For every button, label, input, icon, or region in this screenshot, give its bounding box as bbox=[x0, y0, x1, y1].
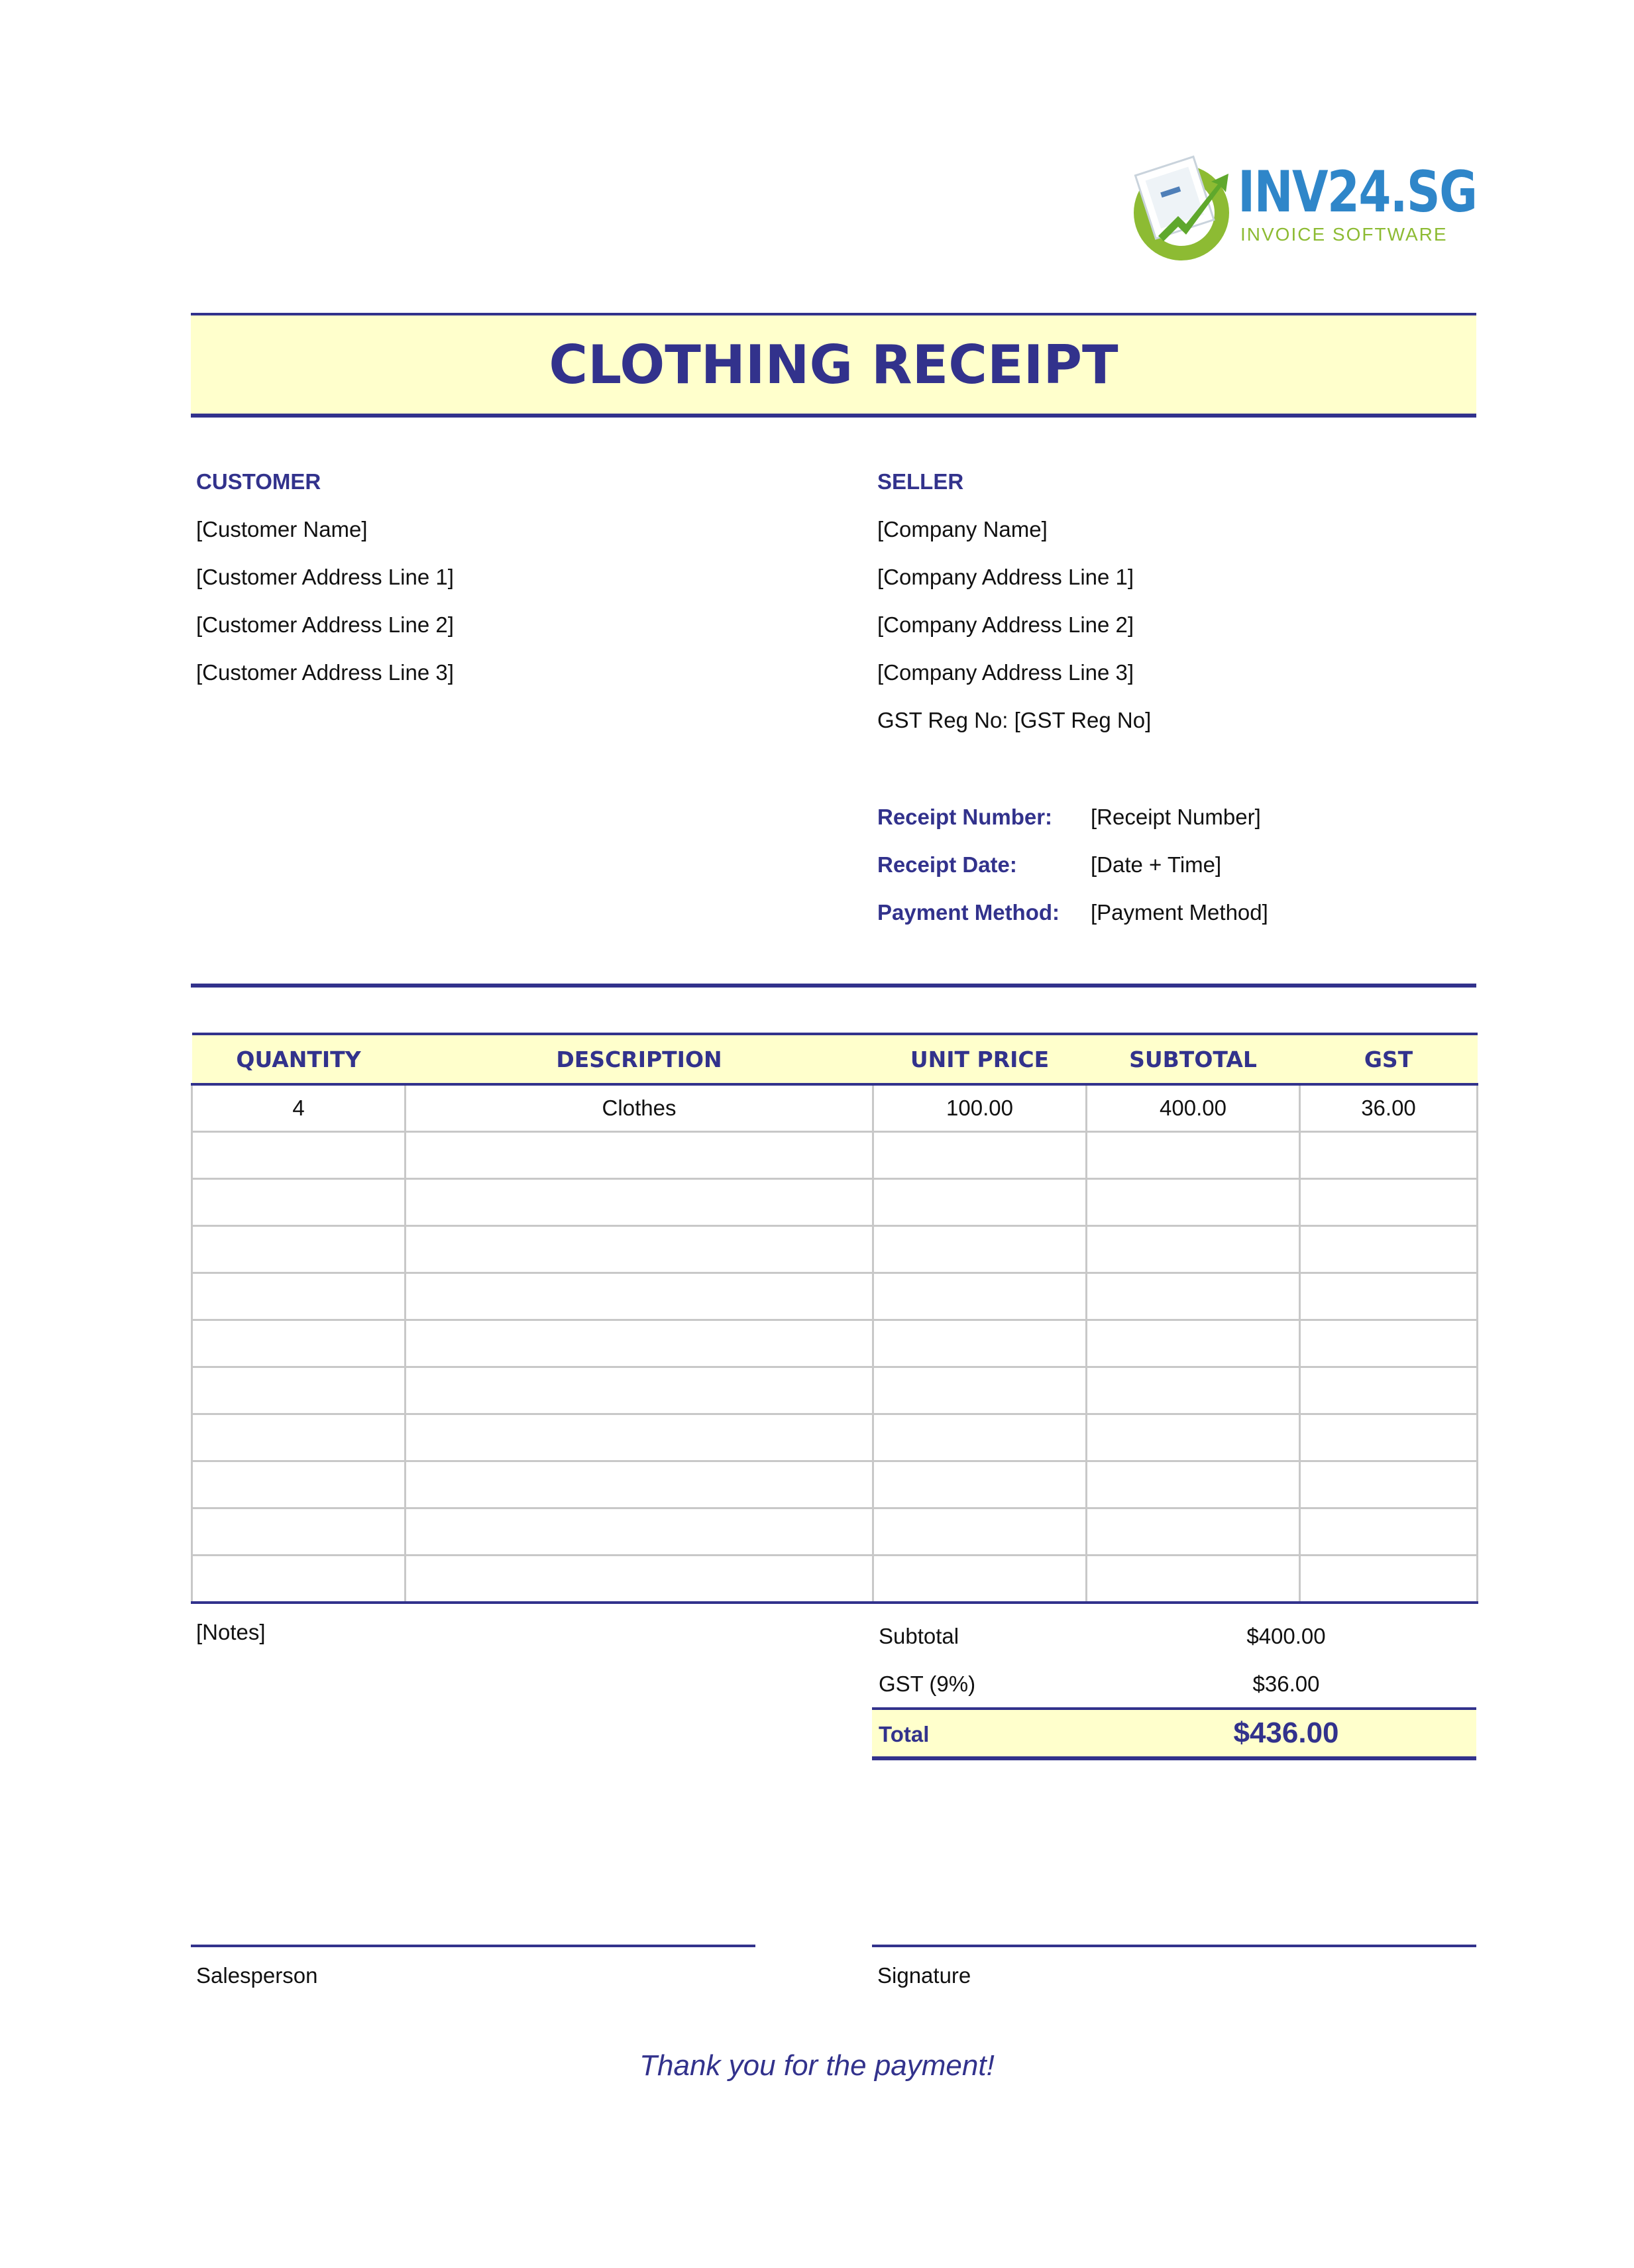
cell-subtotal bbox=[1087, 1320, 1300, 1367]
cell-description bbox=[406, 1320, 873, 1367]
cell-quantity bbox=[192, 1320, 406, 1367]
cell-unit-price bbox=[873, 1273, 1087, 1320]
subtotal-row bbox=[872, 1612, 1476, 1660]
total-label: Total bbox=[879, 1722, 930, 1746]
table-row bbox=[192, 1414, 1478, 1461]
header-subtotal: SUBTOTAL bbox=[1087, 1034, 1300, 1084]
items-table bbox=[191, 1033, 1478, 1604]
cell-subtotal bbox=[1087, 1556, 1300, 1603]
cell-description bbox=[406, 1367, 873, 1414]
total-value: $436.00 bbox=[1233, 1717, 1339, 1749]
seller-company-name: [Company Name] bbox=[877, 517, 1048, 541]
table-header-row bbox=[192, 1034, 1478, 1084]
seller-heading: SELLER bbox=[877, 469, 964, 494]
cell-gst bbox=[1300, 1461, 1478, 1508]
seller-address-line-3: [Company Address Line 3] bbox=[877, 660, 1134, 685]
cell-description bbox=[406, 1461, 873, 1508]
cell-gst bbox=[1300, 1179, 1478, 1226]
seller-address-line-2: [Company Address Line 2] bbox=[877, 612, 1134, 637]
cell-unit-price bbox=[873, 1556, 1087, 1603]
salesperson-signature-line bbox=[191, 1945, 755, 1947]
receipt-number-value: [Receipt Number] bbox=[1091, 805, 1261, 829]
cell-unit-price bbox=[873, 1132, 1087, 1179]
cell-quantity bbox=[192, 1508, 406, 1556]
cell-subtotal bbox=[1087, 1226, 1300, 1273]
cell-subtotal: 400.00 bbox=[1087, 1084, 1300, 1132]
cell-unit-price: 100.00 bbox=[873, 1084, 1087, 1132]
cell-description bbox=[406, 1273, 873, 1320]
gst-value: $36.00 bbox=[1252, 1672, 1320, 1696]
cell-quantity bbox=[192, 1367, 406, 1414]
section-divider bbox=[191, 984, 1476, 988]
cell-quantity bbox=[192, 1226, 406, 1273]
table-row bbox=[192, 1320, 1478, 1367]
cell-subtotal bbox=[1087, 1273, 1300, 1320]
cell-quantity bbox=[192, 1414, 406, 1461]
cell-gst bbox=[1300, 1508, 1478, 1556]
cell-gst bbox=[1300, 1226, 1478, 1273]
logo-name: INV24.SG bbox=[1238, 159, 1477, 225]
header-unit-price: UNIT PRICE bbox=[873, 1034, 1087, 1084]
customer-address-line-1: [Customer Address Line 1] bbox=[196, 565, 454, 589]
header-description: DESCRIPTION bbox=[406, 1034, 873, 1084]
cell-quantity: 4 bbox=[192, 1084, 406, 1132]
table-row bbox=[192, 1367, 1478, 1414]
customer-address-line-3: [Customer Address Line 3] bbox=[196, 660, 454, 685]
cell-gst bbox=[1300, 1132, 1478, 1179]
company-logo bbox=[1125, 150, 1477, 262]
cell-description bbox=[406, 1414, 873, 1461]
cell-gst bbox=[1300, 1320, 1478, 1367]
cell-quantity bbox=[192, 1179, 406, 1226]
customer-signature-line bbox=[872, 1945, 1476, 1947]
receipt-number-label: Receipt Number: bbox=[877, 805, 1053, 829]
cell-description bbox=[406, 1179, 873, 1226]
seller-address-line-1: [Company Address Line 1] bbox=[877, 565, 1134, 589]
cell-unit-price bbox=[873, 1367, 1087, 1414]
header-gst: GST bbox=[1300, 1034, 1478, 1084]
cell-unit-price bbox=[873, 1320, 1087, 1367]
cell-quantity bbox=[192, 1132, 406, 1179]
table-row bbox=[192, 1084, 1478, 1132]
logo-tagline: INVOICE SOFTWARE bbox=[1240, 224, 1448, 245]
table-row bbox=[192, 1226, 1478, 1273]
total-row bbox=[872, 1707, 1476, 1760]
totals-block bbox=[872, 1612, 1476, 1760]
cell-quantity bbox=[192, 1556, 406, 1603]
logo-graphic-icon bbox=[1125, 150, 1238, 262]
customer-address-line-2: [Customer Address Line 2] bbox=[196, 612, 454, 637]
subtotal-value: $400.00 bbox=[1246, 1624, 1326, 1648]
cell-description bbox=[406, 1556, 873, 1603]
table-row bbox=[192, 1273, 1478, 1320]
cell-gst bbox=[1300, 1367, 1478, 1414]
cell-unit-price bbox=[873, 1414, 1087, 1461]
salesperson-label: Salesperson bbox=[196, 1963, 318, 1988]
cell-unit-price bbox=[873, 1508, 1087, 1556]
cell-gst bbox=[1300, 1273, 1478, 1320]
payment-method-value: [Payment Method] bbox=[1091, 900, 1268, 925]
customer-heading: CUSTOMER bbox=[196, 469, 321, 494]
cell-description: Clothes bbox=[406, 1084, 873, 1132]
table-row bbox=[192, 1556, 1478, 1603]
signature-label: Signature bbox=[877, 1963, 971, 1988]
seller-gst-reg-no: GST Reg No: [GST Reg No] bbox=[877, 708, 1152, 732]
document-title: CLOTHING RECEIPT bbox=[549, 334, 1118, 396]
payment-method-label: Payment Method: bbox=[877, 900, 1060, 925]
table-row bbox=[192, 1179, 1478, 1226]
gst-label: GST (9%) bbox=[879, 1672, 976, 1696]
receipt-date-value: [Date + Time] bbox=[1091, 852, 1222, 877]
cell-gst bbox=[1300, 1556, 1478, 1603]
title-band bbox=[191, 313, 1476, 418]
gst-row bbox=[872, 1660, 1476, 1707]
cell-description bbox=[406, 1132, 873, 1179]
receipt-date-label: Receipt Date: bbox=[877, 852, 1017, 877]
table-row bbox=[192, 1508, 1478, 1556]
cell-unit-price bbox=[873, 1226, 1087, 1273]
cell-subtotal bbox=[1087, 1367, 1300, 1414]
cell-quantity bbox=[192, 1273, 406, 1320]
cell-description bbox=[406, 1226, 873, 1273]
table-row bbox=[192, 1132, 1478, 1179]
notes-text: [Notes] bbox=[196, 1620, 266, 1644]
cell-subtotal bbox=[1087, 1179, 1300, 1226]
cell-subtotal bbox=[1087, 1132, 1300, 1179]
cell-subtotal bbox=[1087, 1508, 1300, 1556]
cell-description bbox=[406, 1508, 873, 1556]
cell-unit-price bbox=[873, 1179, 1087, 1226]
customer-name: [Customer Name] bbox=[196, 517, 368, 541]
cell-unit-price bbox=[873, 1461, 1087, 1508]
cell-gst bbox=[1300, 1414, 1478, 1461]
cell-gst: 36.00 bbox=[1300, 1084, 1478, 1132]
subtotal-label: Subtotal bbox=[879, 1624, 959, 1648]
thank-you-message: Thank you for the payment! bbox=[639, 2049, 995, 2082]
header-quantity: QUANTITY bbox=[192, 1034, 406, 1084]
cell-quantity bbox=[192, 1461, 406, 1508]
cell-subtotal bbox=[1087, 1461, 1300, 1508]
cell-subtotal bbox=[1087, 1414, 1300, 1461]
table-row bbox=[192, 1461, 1478, 1508]
